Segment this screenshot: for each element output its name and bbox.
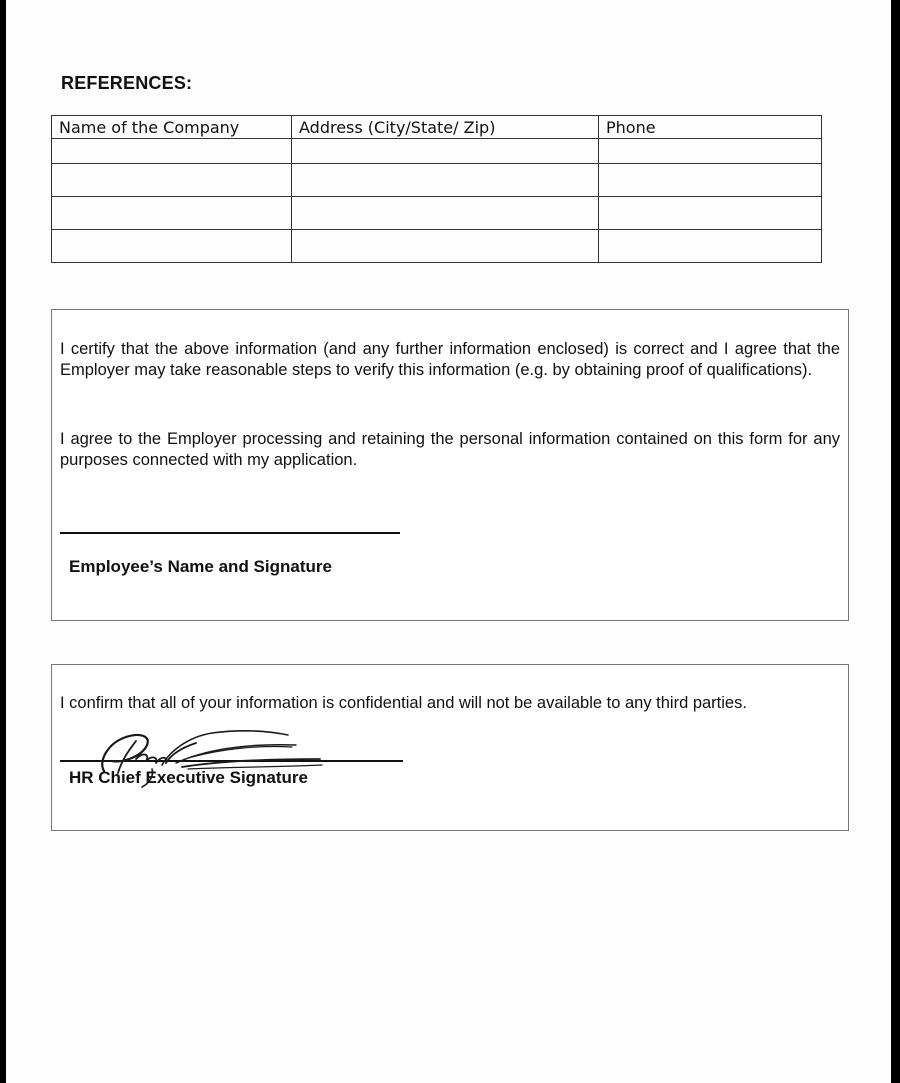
certification-paragraph: I certify that the above information (and any further information enclosed) is correct and I agree that the Employer may take reasonable steps to verify this information (e.g. by obtaining proof of qualifications). — [60, 340, 840, 379]
column-header-address: Address (City/State/ Zip) — [292, 116, 599, 139]
hr-signature-label: HR Chief Executive Signature — [69, 768, 309, 787]
address-cell[interactable] — [292, 197, 599, 230]
company-cell[interactable] — [52, 197, 292, 230]
certification-box — [51, 309, 849, 621]
table-header-row — [52, 116, 822, 139]
references-table — [51, 115, 822, 263]
document-page — [6, 0, 891, 1083]
column-header-phone: Phone — [599, 116, 822, 139]
address-cell[interactable] — [292, 230, 599, 263]
references-heading: REFERENCES: — [61, 73, 193, 93]
company-cell[interactable] — [52, 164, 292, 197]
table-row — [52, 164, 822, 197]
employee-signature-label: Employee’s Name and Signature — [69, 557, 332, 576]
handwritten-signature — [92, 721, 332, 791]
phone-cell[interactable] — [599, 197, 822, 230]
phone-cell[interactable] — [599, 230, 822, 263]
company-cell[interactable] — [52, 139, 292, 164]
confidentiality-statement: I confirm that all of your information is confidential and will not be available to any third parties. — [60, 694, 747, 712]
employee-signature-line[interactable] — [60, 532, 400, 534]
phone-cell[interactable] — [599, 139, 822, 164]
table-row — [52, 139, 822, 164]
confirmation-box — [51, 664, 849, 831]
column-header-company: Name of the Company — [52, 116, 292, 139]
table-row — [52, 197, 822, 230]
table-row — [52, 230, 822, 263]
consent-paragraph: I agree to the Employer processing and retaining the personal information contained on this form for any purposes connected with my application. — [60, 430, 840, 469]
company-cell[interactable] — [52, 230, 292, 263]
address-cell[interactable] — [292, 164, 599, 197]
address-cell[interactable] — [292, 139, 599, 164]
phone-cell[interactable] — [599, 164, 822, 197]
